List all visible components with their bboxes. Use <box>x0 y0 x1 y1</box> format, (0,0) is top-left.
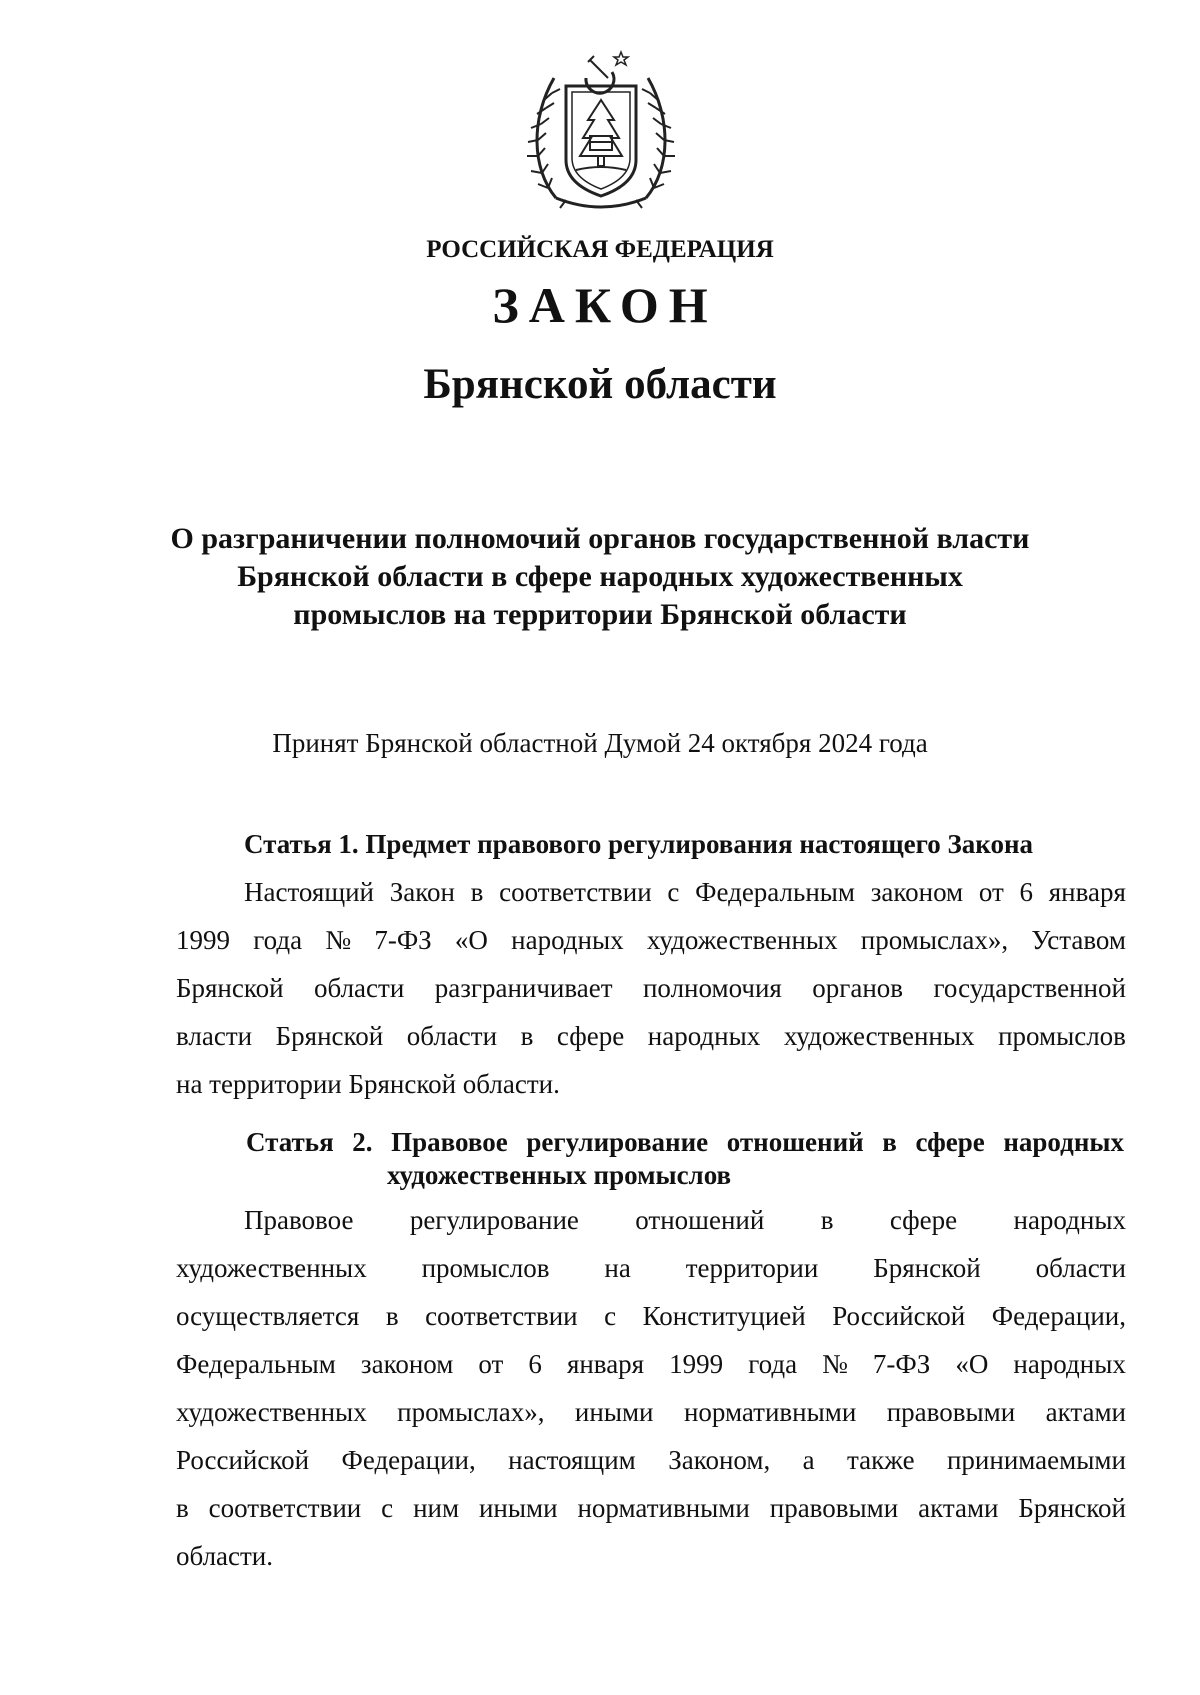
word: Настоящий <box>244 877 375 907</box>
word: на <box>604 1253 631 1283</box>
word: настоящим <box>508 1445 636 1475</box>
adopted-date: Принят Брянской областной Думой 24 октября 2024 года <box>272 728 928 758</box>
word: в <box>820 1205 834 1235</box>
word: области <box>314 973 405 1003</box>
word: Брянской <box>176 973 284 1003</box>
word: народных <box>1013 1205 1126 1235</box>
law-title <box>0 520 1200 634</box>
word: Федерации, <box>341 1445 476 1475</box>
word: № <box>325 925 352 955</box>
word: на территории Брянской области. <box>176 1069 560 1099</box>
word: Федеральным <box>176 1349 336 1379</box>
word: сфере <box>556 1021 625 1051</box>
heading-word: народных <box>1003 1127 1124 1157</box>
law-title-line: промыслов на территории Брянской области <box>293 598 907 631</box>
bryansk-coat-of-arms-icon <box>526 48 676 210</box>
word: художественных <box>646 925 838 955</box>
header-law: ЗАКОН <box>492 277 718 333</box>
word: области. <box>176 1541 274 1571</box>
paragraph-line <box>176 964 1126 1012</box>
word: от <box>978 877 1004 907</box>
word: Конституцией <box>642 1301 806 1331</box>
word: регулирование <box>409 1205 579 1235</box>
word: промыслах», <box>860 925 1009 955</box>
heading-word: Правовое <box>391 1127 508 1157</box>
word: промыслов <box>421 1253 550 1283</box>
word: января <box>1048 877 1126 907</box>
article-1-heading: Статья 1. Предмет правового регулирования настоящего Закона <box>244 829 1034 859</box>
header-region: Брянской области <box>423 361 777 408</box>
word: иными <box>478 1493 558 1523</box>
word: власти <box>176 1021 253 1051</box>
word: области <box>1035 1253 1126 1283</box>
word: 1999 <box>669 1349 724 1379</box>
word: Российской <box>832 1301 966 1331</box>
article-2-heading-line <box>246 1126 1124 1159</box>
word: осуществляется <box>176 1301 360 1331</box>
paragraph-line <box>176 1196 1126 1244</box>
word: в <box>176 1493 189 1523</box>
word: года <box>748 1349 798 1379</box>
word: художественных <box>783 1021 975 1051</box>
paragraph-line <box>176 1340 1126 1388</box>
word: в <box>520 1021 534 1051</box>
word: Федерации, <box>991 1301 1126 1331</box>
word: Правовое <box>244 1205 354 1235</box>
word: сфере <box>889 1205 958 1235</box>
word: законом <box>360 1349 454 1379</box>
paragraph-line <box>176 1060 1126 1108</box>
word: года <box>253 925 303 955</box>
word: также <box>847 1445 915 1475</box>
word: Уставом <box>1031 925 1126 955</box>
word: 7-ФЗ <box>374 925 432 955</box>
word: полномочия <box>642 973 782 1003</box>
word: иными <box>574 1397 654 1427</box>
word: от <box>478 1349 504 1379</box>
word: января <box>566 1349 645 1379</box>
paragraph-line <box>176 1532 1126 1580</box>
word: разграничивает <box>434 973 613 1003</box>
heading-word: 2. <box>352 1127 373 1157</box>
word: правовыми <box>886 1397 1016 1427</box>
word: в <box>385 1301 399 1331</box>
paragraph-line <box>176 1292 1126 1340</box>
word: промыслов <box>998 1021 1126 1051</box>
heading-word: регулирование <box>526 1127 709 1157</box>
word: «О <box>955 1349 989 1379</box>
word: Законом, <box>668 1445 771 1475</box>
word: Российской <box>176 1445 310 1475</box>
word: государственной <box>933 973 1126 1003</box>
word: «О <box>454 925 488 955</box>
paragraph-line <box>176 868 1126 916</box>
word: с <box>667 877 680 907</box>
header-country: РОССИЙСКАЯ ФЕДЕРАЦИЯ <box>426 236 774 263</box>
word: отношений <box>635 1205 765 1235</box>
paragraph-line <box>176 1484 1126 1532</box>
word: принимаемыми <box>946 1445 1126 1475</box>
heading-word: Статья <box>246 1127 334 1157</box>
article-2-body <box>176 1196 1126 1580</box>
word: соответствии <box>499 877 652 907</box>
word: художественных <box>176 1397 367 1427</box>
word: народных <box>1013 1349 1126 1379</box>
word: Брянской <box>1018 1493 1126 1523</box>
heading-word: сфере <box>915 1127 985 1157</box>
word: в <box>470 877 484 907</box>
word: 7-ФЗ <box>872 1349 931 1379</box>
paragraph-line <box>176 1388 1126 1436</box>
word: области <box>406 1021 498 1051</box>
word: художественных <box>176 1253 367 1283</box>
law-title-line: О разграничении полномочий органов государственной власти <box>170 522 1030 555</box>
word: с <box>381 1493 394 1523</box>
word: соответствии <box>425 1301 578 1331</box>
word: нормативными <box>577 1493 750 1523</box>
law-title-line: Брянской области в сфере народных художественных <box>237 560 963 593</box>
word: органов <box>812 973 904 1003</box>
word: № <box>822 1349 848 1379</box>
word: промыслах», <box>397 1397 545 1427</box>
word: а <box>802 1445 815 1475</box>
word: законом <box>870 877 964 907</box>
word: ним <box>413 1493 460 1523</box>
paragraph-line <box>176 916 1126 964</box>
word: народных <box>647 1021 761 1051</box>
word: Закон <box>389 877 455 907</box>
word: территории <box>685 1253 819 1283</box>
word: нормативными <box>683 1397 857 1427</box>
word: Брянской <box>275 1021 384 1051</box>
word: с <box>604 1301 617 1331</box>
word: Федеральным <box>695 877 855 907</box>
word: народных <box>511 925 624 955</box>
word: 6 <box>1019 877 1034 907</box>
word: соответствии <box>208 1493 362 1523</box>
article-2-heading <box>246 1126 1124 1192</box>
word: Брянской <box>873 1253 981 1283</box>
word: 6 <box>528 1349 542 1379</box>
word: 1999 <box>176 925 230 955</box>
article-2-heading-cont: художественных промыслов <box>387 1160 732 1190</box>
paragraph-line <box>176 1244 1126 1292</box>
paragraph-line <box>176 1436 1126 1484</box>
article-1-body <box>176 868 1126 1108</box>
heading-word: отношений <box>726 1127 864 1157</box>
word: правовыми <box>769 1493 899 1523</box>
word: актами <box>918 1493 999 1523</box>
word: актами <box>1045 1397 1126 1427</box>
heading-word: в <box>882 1127 897 1157</box>
paragraph-line <box>176 1012 1126 1060</box>
